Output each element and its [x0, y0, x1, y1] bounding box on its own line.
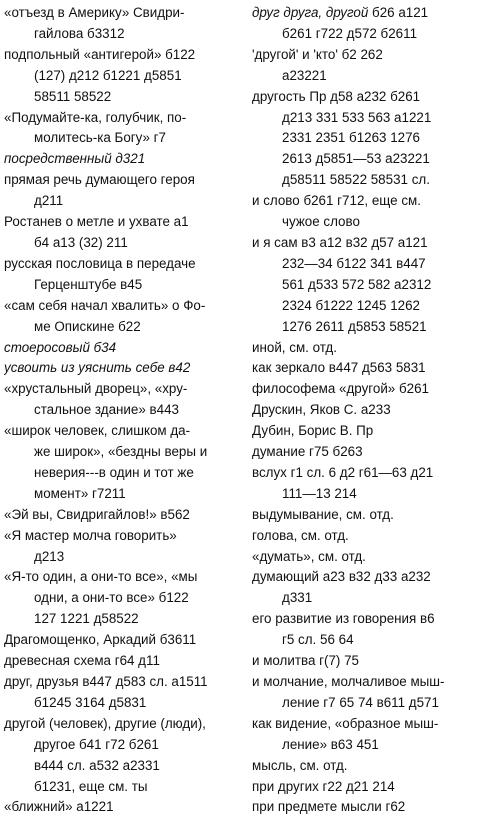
index-entry-line: русская пословица в передаче	[4, 255, 196, 271]
index-entry-line: другое б41 г72 б261	[34, 736, 159, 752]
index-entry-line: выдумывание, см. отд.	[252, 506, 394, 522]
index-entry-line: при предмете мысли г62	[252, 799, 406, 815]
index-entry	[4, 358, 242, 379]
index-column-right	[252, 3, 478, 818]
index-entry	[252, 756, 478, 777]
index-entry-line: друг, друзья в447 д583 сл. а1511	[4, 674, 208, 689]
index-entry-line: 2324 б1222 1245 1262	[282, 297, 420, 313]
index-entry	[252, 672, 478, 714]
index-entry	[4, 170, 242, 212]
index-entry	[4, 3, 242, 45]
index-entry	[4, 379, 242, 421]
index-entry-line: «ближний» а1221	[4, 799, 114, 815]
index-entry-line: вслух г1 сл. 6 д2 г61—63 д21	[252, 464, 434, 480]
index-entry	[252, 547, 478, 568]
index-entry-line: «хрустальный дворец», «хру-	[4, 381, 188, 397]
index-entry-line: д58511 58522 58531 сл.	[282, 172, 430, 188]
index-entry-line: стальное здание» в443	[34, 402, 179, 418]
index-entry-line: «отъезд в Америку» Свидри-	[4, 5, 185, 20]
index-entry-line: другость Пр д58 а232 б261	[252, 88, 421, 104]
index-entry	[252, 777, 478, 798]
index-entry-line: Герценштубе в45	[34, 276, 143, 292]
index-entry	[4, 421, 242, 505]
index-entry-line: г5 сл. 56 64	[282, 632, 354, 648]
index-entry	[4, 651, 242, 672]
index-entry-line: подпольный «антигерой» б122	[4, 46, 196, 62]
index-entry-line: думающий а23 в32 д33 а232	[252, 569, 431, 585]
index-entry-line: «Я мастер молча говорить»	[4, 527, 177, 543]
index-entry	[252, 338, 478, 359]
index-entry-line: б1245 3164 д5831	[34, 694, 147, 710]
index-entry	[4, 630, 242, 651]
index-entry	[252, 191, 478, 233]
index-entry-line: момент» г7211	[34, 485, 126, 501]
index-entry-line: и слово б261 г712, еще см.	[252, 193, 421, 209]
index-entry-line: неверия---в один и тот же	[34, 464, 194, 480]
index-entry-line: при других г22 д21 214	[252, 778, 395, 794]
index-entry	[252, 400, 478, 421]
index-entry	[252, 505, 478, 526]
index-entry	[4, 672, 242, 714]
index-entry-line: другой (человек), другие (люди),	[4, 715, 206, 731]
index-entry-line: 127 1221 д58522	[34, 611, 139, 627]
index-entry	[252, 442, 478, 463]
index-entry-line: ление» в63 451	[282, 736, 379, 752]
index-entry	[4, 505, 242, 526]
index-entry-line: в444 сл. а532 а2331	[34, 757, 160, 773]
index-entry-line: ме Опискине б22	[34, 318, 141, 334]
index-entry	[252, 233, 478, 338]
index-entry-line: посредственный д321	[4, 151, 146, 167]
index-entry-line: д213 331 533 563 а1221	[282, 109, 432, 125]
index-entry-line: «Подумайте-ка, голубчик, по-	[4, 109, 187, 125]
index-entry-line: чужое слово	[282, 214, 360, 230]
index-entry	[252, 45, 478, 87]
index-entry-line: философема «другой» б261	[252, 381, 429, 397]
index-entry-line: как зеркало в447 д563 5831	[252, 360, 426, 376]
index-entry-line: «Я-то один, а они-то все», «мы	[4, 569, 198, 585]
index-entry-line: древесная схема г64 д11	[4, 653, 160, 669]
index-entry-line: (127) д212 б1221 д5851	[34, 67, 182, 83]
index-entry-line: ление г7 65 74 в611 д571	[282, 694, 439, 710]
index-entry	[4, 45, 242, 108]
index-entry	[4, 108, 242, 150]
index-entry	[252, 3, 478, 45]
index-entry-line: же широк», «бездны веры и	[34, 444, 208, 460]
index-entry-line: и молчание, молчаливое мыш-	[252, 674, 445, 689]
index-entry-line: иной, см. отд.	[252, 339, 337, 355]
index-entry	[252, 526, 478, 547]
index-entry	[252, 87, 478, 192]
index-entry-line: д331	[282, 590, 313, 606]
index-entry-line: стоеросовый б34	[4, 339, 117, 355]
index-entry	[4, 212, 242, 254]
index-entry-line: а23221	[282, 67, 327, 83]
index-column-left	[4, 3, 242, 818]
index-entry	[252, 797, 478, 818]
index-entry-line: Ростанев о метле и ухвате а1	[4, 214, 189, 230]
index-entry	[4, 526, 242, 568]
index-entry-line: 58511 58522	[34, 88, 112, 104]
index-entry-line: Друскин, Яков С. а233	[252, 402, 391, 418]
index-entry	[4, 797, 242, 818]
index-entry	[4, 296, 242, 338]
index-entry-line: его развитие из говорения в6	[252, 611, 435, 627]
index-entry-line: мысль, см. отд.	[252, 757, 348, 773]
index-entry-line: д211	[34, 193, 64, 209]
index-entry-line: б4 а13 (32) 211	[34, 234, 128, 250]
index-entry-line: «сам себя начал хвалить» о Фо-	[4, 297, 206, 313]
index-entry-line: думание г75 б263	[252, 444, 363, 460]
index-entry	[252, 567, 478, 609]
index-entry	[252, 358, 478, 379]
index-entry-line: как видение, «образное мыш-	[252, 715, 439, 731]
index-entry-line: 111—13 214	[282, 485, 357, 501]
index-entry-line: одни, а они-то все» б122	[34, 590, 189, 606]
index-entry-line: голова, см. отд.	[252, 527, 349, 543]
index-entry	[4, 567, 242, 630]
index-entry-line: усвоить из уяснить себе в42	[4, 360, 191, 376]
index-entry	[4, 338, 242, 359]
index-entry-line: 'другой' и 'кто' б2 262	[252, 46, 383, 62]
index-entry-line: друг друга, другой б26 а121	[252, 5, 429, 20]
index-entry	[252, 463, 478, 505]
index-entry-line: б261 г722 д572 б2611	[282, 25, 418, 41]
index-entry	[4, 149, 242, 170]
index-entry-line: «думать», см. отд.	[252, 548, 366, 564]
index-entry-line: 561 д533 572 582 а2312	[282, 276, 432, 292]
index-entry	[4, 714, 242, 798]
index-entry-line: молитесь-ка Богу» г7	[34, 130, 166, 146]
index-entry-line: б1231, еще см. ты	[34, 778, 148, 794]
index-entry-line: Драгомощенко, Аркадий б3611	[4, 632, 197, 648]
index-entry-line: и молитва г(7) 75	[252, 653, 359, 669]
index-entry-line: и я сам в3 а12 в32 д57 а121	[252, 234, 428, 250]
index-entry	[252, 609, 478, 651]
index-entry-line: 232—34 б122 341 в447	[282, 255, 426, 271]
index-entry-line: «Эй вы, Свидригайлов!» в562	[4, 506, 190, 522]
index-entry	[252, 714, 478, 756]
index-entry-line: прямая речь думающего героя	[4, 172, 195, 188]
index-entry-line: 2613 д5851—53 а23221	[282, 151, 430, 167]
index-entry	[252, 421, 478, 442]
index-entry-line: «широк человек, слишком да-	[4, 423, 191, 439]
index-entry-line: д213	[34, 548, 65, 564]
index-entry	[252, 379, 478, 400]
index-entry-line: 2331 2351 б1263 1276	[282, 130, 420, 146]
index-entry-line: гайлова б3312	[34, 25, 125, 41]
index-entry	[252, 651, 478, 672]
index-entry	[4, 254, 242, 296]
index-entry-line: Дубин, Борис В. Пр	[252, 423, 374, 439]
index-entry-line: 1276 2611 д5853 58521	[282, 318, 427, 334]
